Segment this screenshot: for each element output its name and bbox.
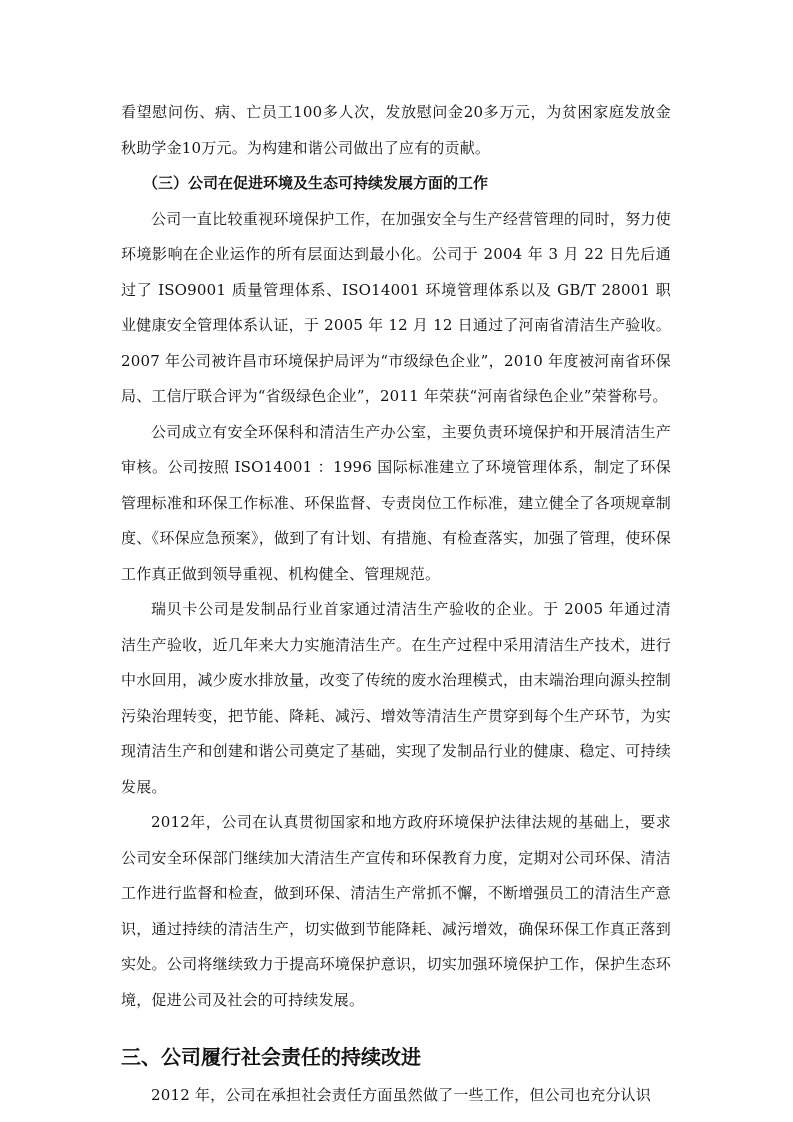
- paragraph-environment-management: 公司成立有安全环保科和清洁生产办公室，主要负责环境保护和开展清洁生产审核。公司按照 ISO14001 ：1996 国际标准建立了环境管理体系，制定了环保管理标准和环保工作标准、环保监督、专责岗位工作标准，建立健全了各项规章制度、《环保应急预案》，做到了有计划、有措施、有检查落实，加强了管理，使环保工作真正做到领导重视、机构健全、管理规范。: [121, 422, 671, 583]
- continued-paragraph: 看望慰问伤、病、亡员工100多人次，发放慰问金20多万元，为贫困家庭发放金秋助学金10万元。为构建和谐公司做出了应有的贡献。: [121, 103, 671, 157]
- paragraph-clean-production: 瑞贝卡公司是发制品行业首家通过清洁生产验收的企业。于 2005 年通过清洁生产验收，近几年来大力实施清洁生产。在生产过程中采用清洁生产技术，进行中水回用，减少废水排放量，改变了传统的废水治理模式，由末端治理向源头控制污染治理转变，把节能、降耗、减污、增效等清洁生产贯穿到每个生产环节，为实现清洁生产和创建和谐公司奠定了基础，实现了发制品行业的健康、稳定、可持续发展。: [121, 600, 671, 796]
- page-content: [121, 95, 671, 1114]
- paragraph-2012-environment: 2012年，公司在认真贯彻国家和地方政府环境保护法律法规的基础上，要求公司安全环保部门继续加大清洁生产宣传和环保教育力度，定期对公司环保、清洁工作进行监督和检查，做到环保、清洁生产常抓不懈，不断增强员工的清洁生产意识，通过持续的清洁生产，切实做到节能降耗、减污增效，确保环保工作真正落到实处。公司将继续致力于提高环境保护意识，切实加强环境保护工作，保护生态环境，促进公司及社会的可持续发展。: [121, 813, 671, 1009]
- section-heading: 三、公司履行社会责任的持续改进: [121, 1045, 421, 1069]
- paragraph-environment-overview: 公司一直比较重视环境保护工作，在加强安全与生产经营管理的同时，努力使环境影响在企业运作的所有层面达到最小化。公司于 2004 年 3 月 22 日先后通过了 ISO9001 质量管理体系、ISO14001 环境管理体系以及 GB/T 28001 职业健康安全管理体系认证，于 2005 年 12 月 12 日通过了河南省清洁生产验收。2007 年公司被许昌市环境保护局评为“市级绿色企业”，2010 年度被河南省环保局、工信厅联合评为“省级绿色企业”，2011 年荣获“河南省绿色企业”荣誉称号。: [121, 209, 671, 405]
- paragraph-continuous-improvement: 2012 年，公司在承担社会责任方面虽然做了一些工作，但公司也充分认识: [151, 1086, 651, 1104]
- subsection-heading: （三）公司在促进环境及生态可持续发展方面的工作: [143, 174, 489, 192]
